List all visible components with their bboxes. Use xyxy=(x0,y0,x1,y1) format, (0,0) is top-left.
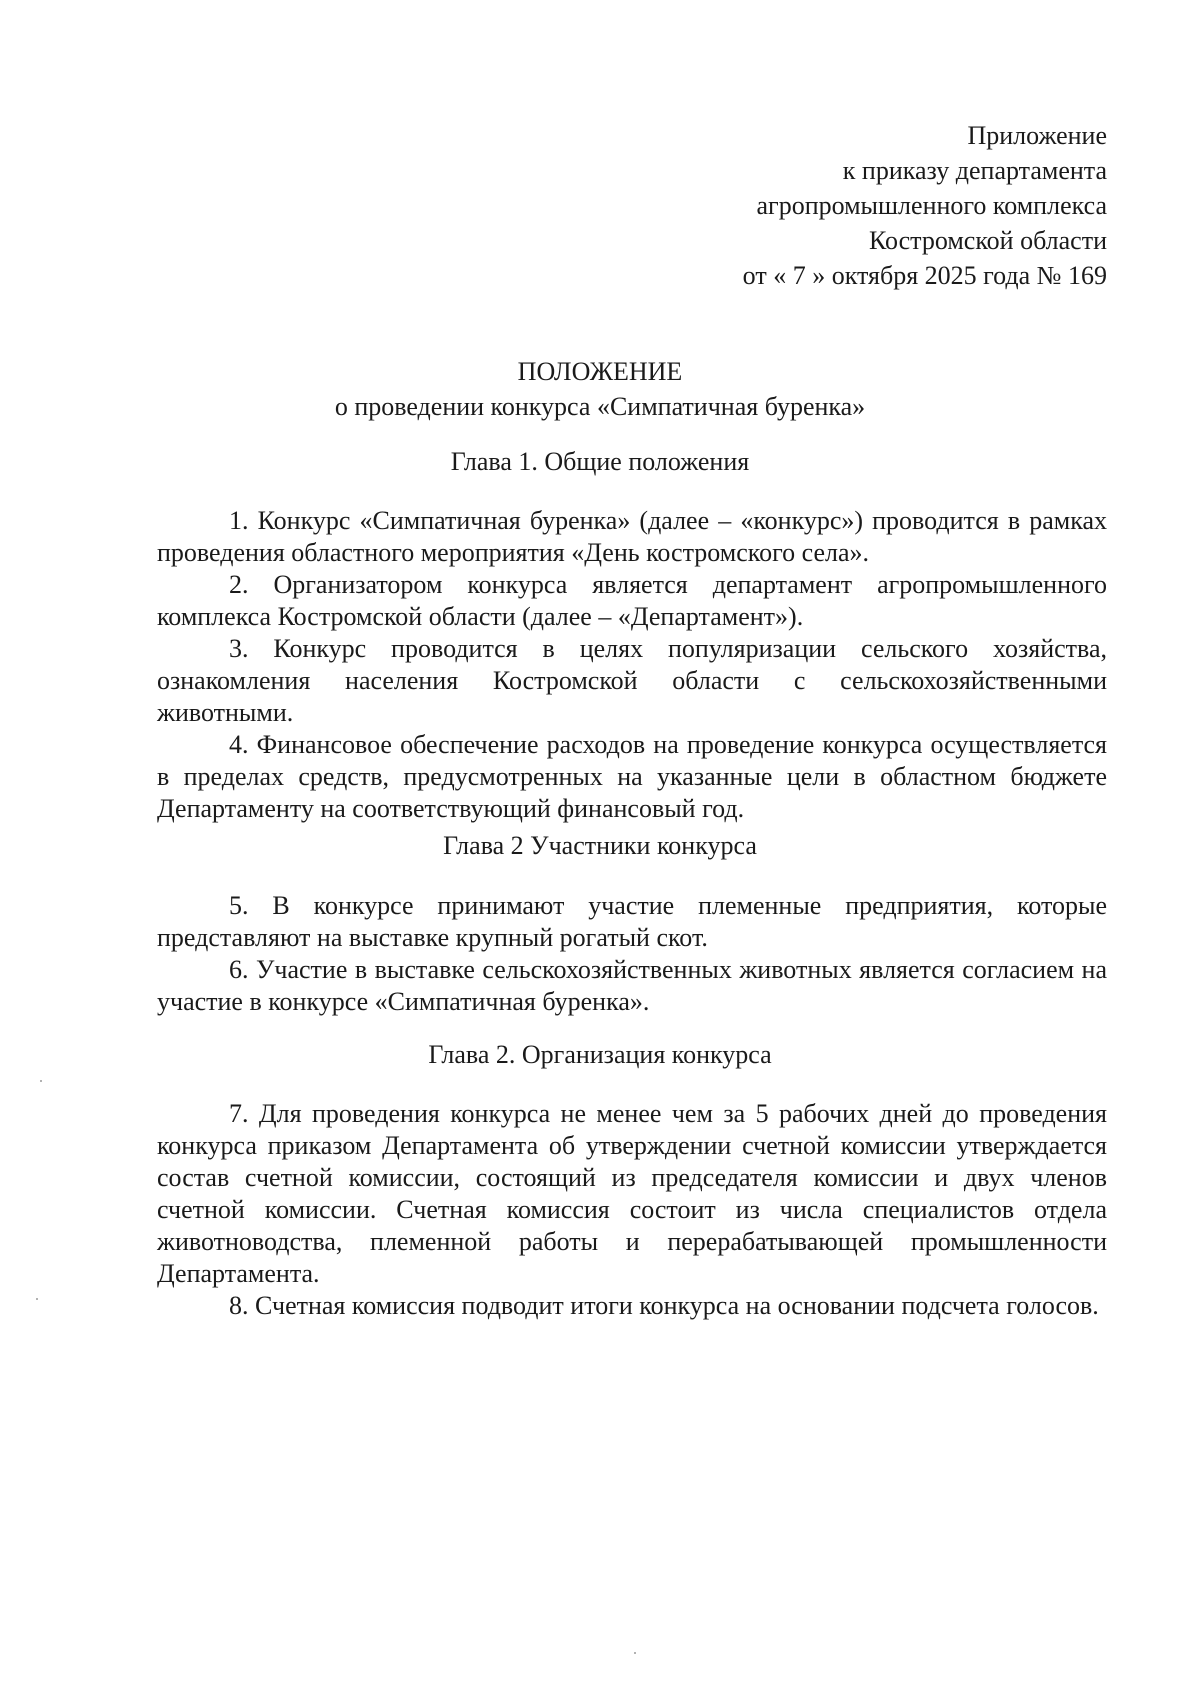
appendix-line-4: Костромской области xyxy=(868,226,1107,255)
paragraph-3: 3. Конкурс проводится в целях популяризации сельского хозяйства, ознакомления населения Костромской области с сельскохозяйственными животными. xyxy=(157,634,1107,727)
paragraph-2: 2. Организатором конкурса является департамент агропромышленного комплекса Костромской области (далее – «Департамент»). xyxy=(157,570,1107,631)
paragraph-1: 1. Конкурс «Симпатичная буренка» (далее – «конкурс») проводится в рамках проведения областного мероприятия «День костромского села». xyxy=(157,506,1107,567)
appendix-header xyxy=(743,118,1107,293)
scan-speck xyxy=(36,1298,38,1300)
chapter-3-body xyxy=(157,1098,1107,1322)
paragraph-4: 4. Финансовое обеспечение расходов на проведение конкурса осуществляется в пределах средств, предусмотренных на указанные цели в областном бюджете Департаменту на соответствующий финансовый год. xyxy=(157,730,1107,823)
chapter-1-title: Глава 1. Общие положения xyxy=(450,447,750,476)
paragraph-7: 7. Для проведения конкурса не менее чем за 5 рабочих дней до проведения конкурса приказом Департамента об утверждении счетной комиссии утверждается состав счетной комиссии, состоящий из председателя комиссии и двух членов счетной комиссии. Счетная комиссия состоит из числа специалистов отдела животноводства, племенной работы и перерабатывающей промышленности Департамента. xyxy=(157,1099,1107,1288)
scan-speck xyxy=(40,1080,42,1082)
chapter-3-title: Глава 2. Организация конкурса xyxy=(428,1040,772,1069)
document-heading: ПОЛОЖЕНИЕ xyxy=(517,357,683,386)
appendix-line-5: от « 7 » октября 2025 года № 169 xyxy=(742,261,1107,290)
appendix-line-2: к приказу департамента xyxy=(842,156,1107,185)
appendix-line-3: агропромышленного комплекса xyxy=(756,191,1107,220)
chapter-2-body xyxy=(157,890,1107,1018)
appendix-line-1: Приложение xyxy=(967,121,1107,150)
paragraph-5: 5. В конкурсе принимают участие племенные предприятия, которые представляют на выставке крупный рогатый скот. xyxy=(157,891,1107,952)
chapter-2-title: Глава 2 Участники конкурса xyxy=(443,831,757,860)
paragraph-8: 8. Счетная комиссия подводит итоги конкурса на основании подсчета голосов. xyxy=(229,1291,1099,1320)
scan-speck xyxy=(634,1652,636,1654)
paragraph-6: 6. Участие в выставке сельскохозяйственных животных является согласием на участие в конкурсе «Симпатичная буренка». xyxy=(157,955,1107,1016)
document-subheading: о проведении конкурса «Симпатичная буренка» xyxy=(334,392,866,421)
chapter-1-body xyxy=(157,505,1107,825)
